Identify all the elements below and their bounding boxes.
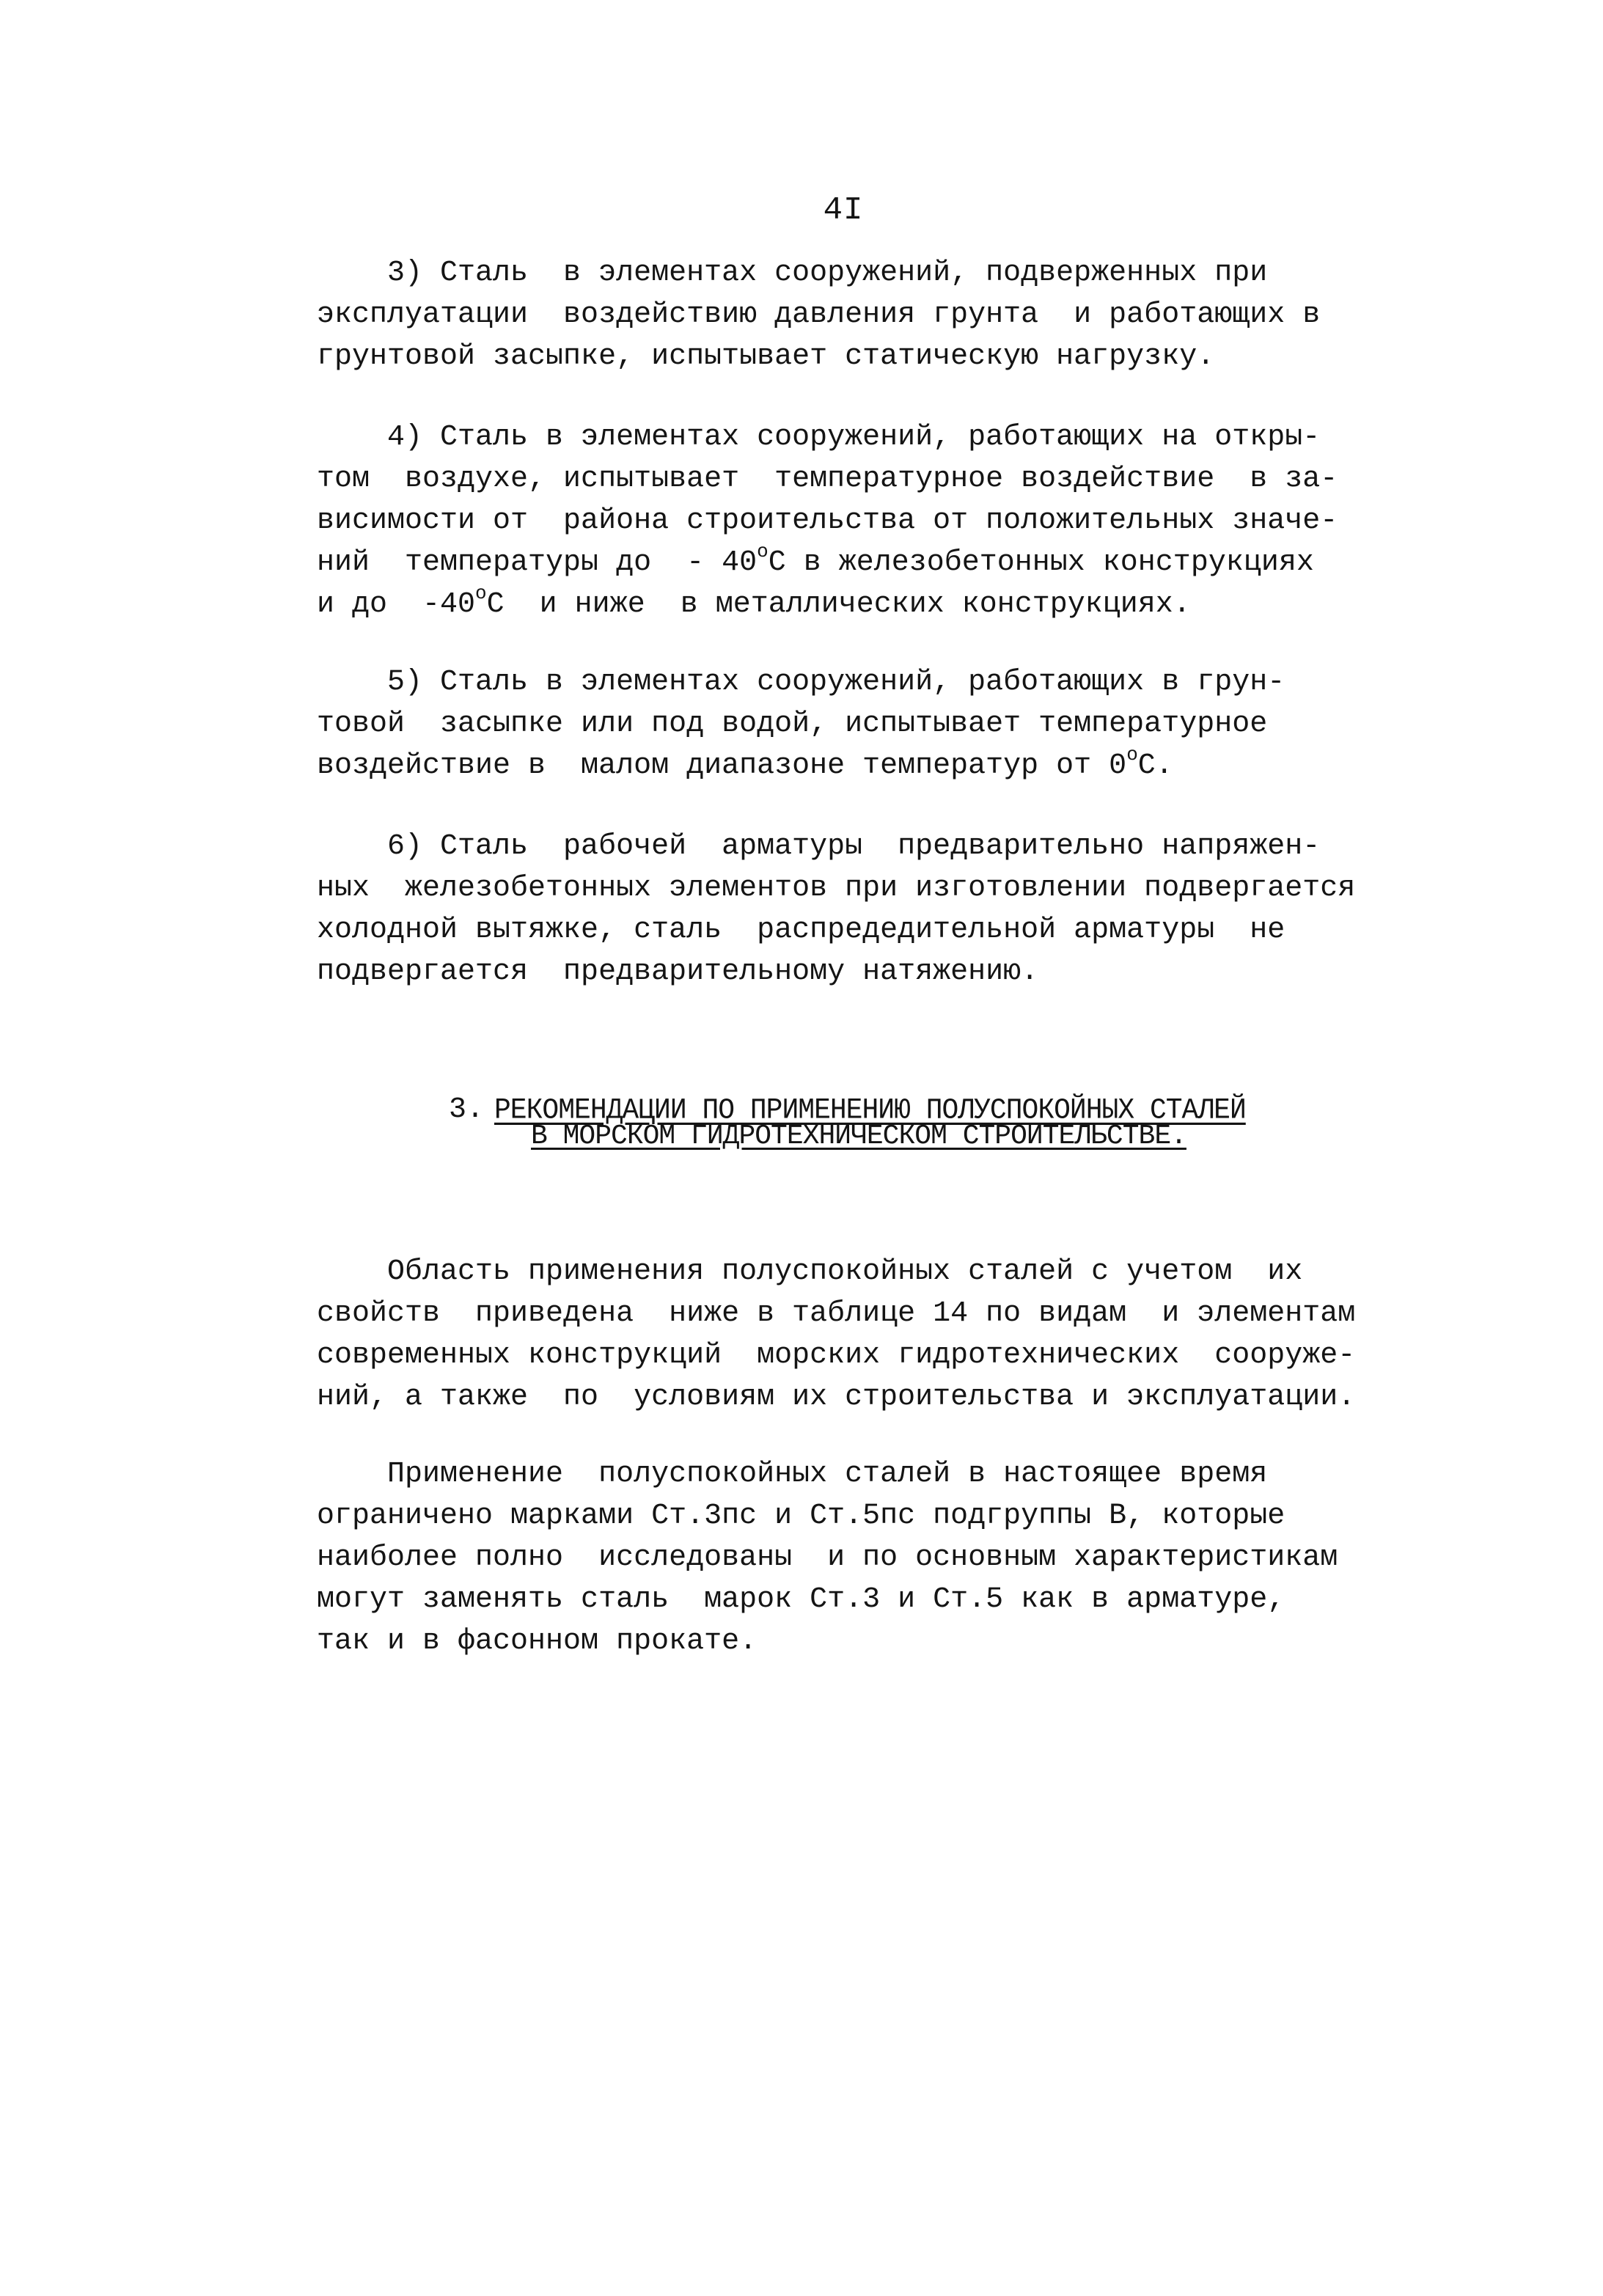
text-fragment: воздействие в малом диапазоне температур от 0: [317, 749, 1127, 782]
text-fragment: С.: [1137, 749, 1173, 782]
text-line: могут заменять сталь марок Ст.3 и Ст.5 как в арматуре,: [317, 1583, 1285, 1616]
text-line: 3) Сталь в элементах сооружений, подверженных при: [317, 257, 1268, 290]
text-line: свойств приведена ниже в таблице 14 по видам и элементам: [317, 1297, 1356, 1330]
text-fragment: и до -40: [317, 588, 476, 621]
text-line: современных конструкций морских гидротехнических сооруже-: [317, 1339, 1356, 1372]
text-line: [317, 745, 1329, 787]
degree-superscript: о: [757, 540, 769, 562]
text-line: [317, 542, 1329, 584]
text-line: [317, 584, 1329, 626]
paragraph-application: [317, 1453, 1338, 1662]
text-line: грунтовой засыпке, испытывает статическую нагрузку.: [317, 340, 1215, 373]
text-line: подвергается предварительному натяжению.: [317, 956, 1039, 989]
paragraph-scope: [317, 1251, 1356, 1418]
text-line: Область применения полуспокойных сталей с учетом их: [317, 1255, 1303, 1288]
text-fragment: ний температуры до - 40: [317, 546, 758, 579]
text-line: том воздухе, испытывает температурное воздействие в за-: [317, 463, 1338, 496]
section-number: 3.: [449, 1093, 485, 1126]
text-line: товой засыпке или под водой, испытывает температурное: [317, 708, 1268, 741]
paragraph-item-5: [317, 661, 1329, 787]
text-line: наиболее полно исследованы и по основным характеристикам: [317, 1541, 1338, 1574]
text-line: ных железобетонных элементов при изготовлении подвергается: [317, 872, 1356, 905]
text-line: ний, а также по условиям их строительства и эксплуатации.: [317, 1381, 1356, 1414]
text-line: так и в фасонном прокате.: [317, 1625, 758, 1658]
paragraph-item-4: [317, 417, 1338, 626]
text-line: 6) Сталь рабочей арматуры предварительно напряжен-: [317, 830, 1321, 863]
paragraph-item-3: [317, 252, 1329, 378]
paragraph-item-6: [317, 826, 1356, 993]
text-fragment: С и ниже в металлических конструкциях.: [486, 588, 1191, 621]
text-line: ограничено марками Ст.3пс и Ст.5пс подгруппы В, которые: [317, 1500, 1285, 1533]
section-title-line-1: РЕКОМЕНДАЦИИ ПО ПРИМЕНЕНИЮ ПОЛУСПОКОЙНЫХ СТАЛЕЙ: [494, 1094, 1246, 1128]
text-line: Применение полуспокойных сталей в настоящее время: [317, 1458, 1268, 1491]
text-line: эксплуатации воздействию давления грунта и работающих в: [317, 298, 1321, 331]
text-line: холодной вытяжке, сталь распредедительной арматуры не: [317, 914, 1285, 947]
text-line: 5) Сталь в элементах сооружений, работающих в грун-: [317, 666, 1285, 699]
page-number: 4I: [823, 192, 864, 229]
text-fragment: С в железобетонных конструкциях: [768, 546, 1314, 579]
degree-superscript: о: [475, 582, 487, 604]
degree-superscript: о: [1126, 744, 1138, 766]
text-line: 4) Сталь в элементах сооружений, работающих на откры-: [317, 421, 1321, 454]
text-line: висимости от района строительства от положительных значе-: [317, 505, 1338, 538]
section-title-line-2: В МОРСКОМ ГИДРОТЕХНИЧЕСКОМ СТРОИТЕЛЬСТВЕ.: [531, 1121, 1186, 1152]
